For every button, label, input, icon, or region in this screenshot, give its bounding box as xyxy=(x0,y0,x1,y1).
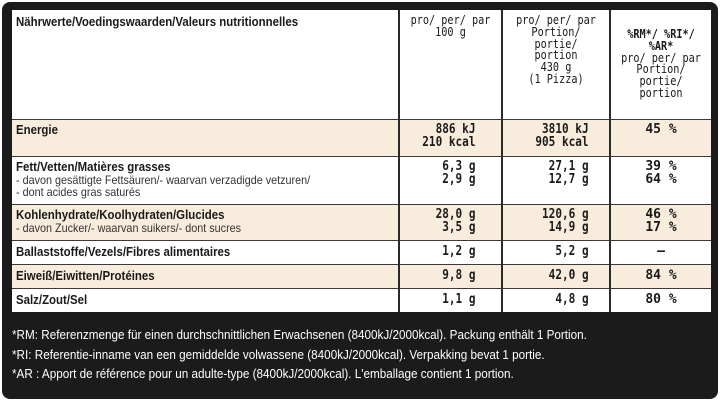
eiweiss-label: Eiweiß/Eiwitten/Protéines xyxy=(16,268,155,283)
header-label: Nährwerte/Voedingswaarden/Valeurs nutritionnelles xyxy=(16,14,299,29)
fett-label: Fett/Vetten/Matières grasses xyxy=(16,159,171,174)
footnote-ar: *AR : Apport de référence pour un adulte-type (8400kJ/2000kcal). L'emballage contient 1 portion. xyxy=(12,366,514,381)
energie-label: Energie xyxy=(16,122,58,137)
ballast-portion: 5,2 g xyxy=(555,244,589,259)
kh-sub-1: - davon Zucker/- waarvan suikers/- dont sucres xyxy=(16,220,242,235)
row-ballaststoffe xyxy=(12,241,711,265)
kh-label: Kohlenhydrate/Koolhydraten/Glucides xyxy=(16,207,225,222)
row-energie xyxy=(12,120,711,157)
nutrition-panel xyxy=(2,2,718,399)
row-kohlenhydrate xyxy=(12,205,711,241)
footnote-rm: *RM: Referenzmenge für einen durchschnittlichen Erwachsenen (8400kJ/2000kcal). Packung enthält 1 Portion. xyxy=(12,327,587,342)
ballast-pct: – xyxy=(657,244,665,259)
salz-portion: 4,8 g xyxy=(555,292,589,307)
salz-per100: 1,1 g xyxy=(442,292,476,307)
kh-pct: 46 % 17 % xyxy=(645,207,677,235)
footnote-ri: *RI: Referentie-inname van een gemiddelde volwassene (8400kJ/2000kcal). Verpakking bevat 1 portie. xyxy=(12,346,545,362)
header-row xyxy=(12,10,711,120)
fett-pct: 39 % 64 % xyxy=(645,159,677,187)
column-divider xyxy=(398,10,400,312)
ballast-label: Ballaststoffe/Vezels/Fibres alimentaires xyxy=(16,244,231,259)
eiweiss-pct: 84 % xyxy=(645,268,677,283)
column-divider xyxy=(501,10,503,312)
ballast-per100: 1,2 g xyxy=(442,244,476,259)
column-divider xyxy=(609,10,611,312)
eiweiss-per100: 9,8 g xyxy=(442,268,476,283)
fett-sub-1: - davon gesättigte Fettsäuren/- waarvan verzadigde vetzuren/ xyxy=(16,172,311,187)
header-reference: %RM*/ %RI*/ %AR* pro/ per/ par Portion/ portie/ portion xyxy=(621,27,701,100)
nutrition-table xyxy=(12,10,711,312)
kh-per100: 28,0 g 3,5 g xyxy=(435,207,476,235)
row-salz xyxy=(12,289,711,312)
kh-portion: 120,6 g 14,9 g xyxy=(542,207,589,235)
header-portion: pro/ per/ par Portion/ portie/ portion 430 g (1 Pizza) xyxy=(516,13,596,86)
energie-per100: 886 kJ 210 kcal xyxy=(422,122,476,150)
fett-sub-2: - dont acides gras saturés xyxy=(16,185,141,199)
header-per100: pro/ per/ par 100 g xyxy=(410,13,491,39)
energie-portion: 3810 kJ 905 kcal xyxy=(535,122,589,150)
energie-pct: 45 % xyxy=(645,122,677,137)
fett-portion: 27,1 g 12,7 g xyxy=(548,159,589,187)
fett-per100: 6,3 g 2,9 g xyxy=(442,159,476,187)
row-fett xyxy=(12,157,711,205)
eiweiss-portion: 42,0 g xyxy=(548,268,589,283)
salz-label: Salz/Zout/Sel xyxy=(16,292,88,307)
salz-pct: 80 % xyxy=(645,292,677,307)
footnotes xyxy=(12,325,711,384)
row-eiweiss xyxy=(12,265,711,289)
